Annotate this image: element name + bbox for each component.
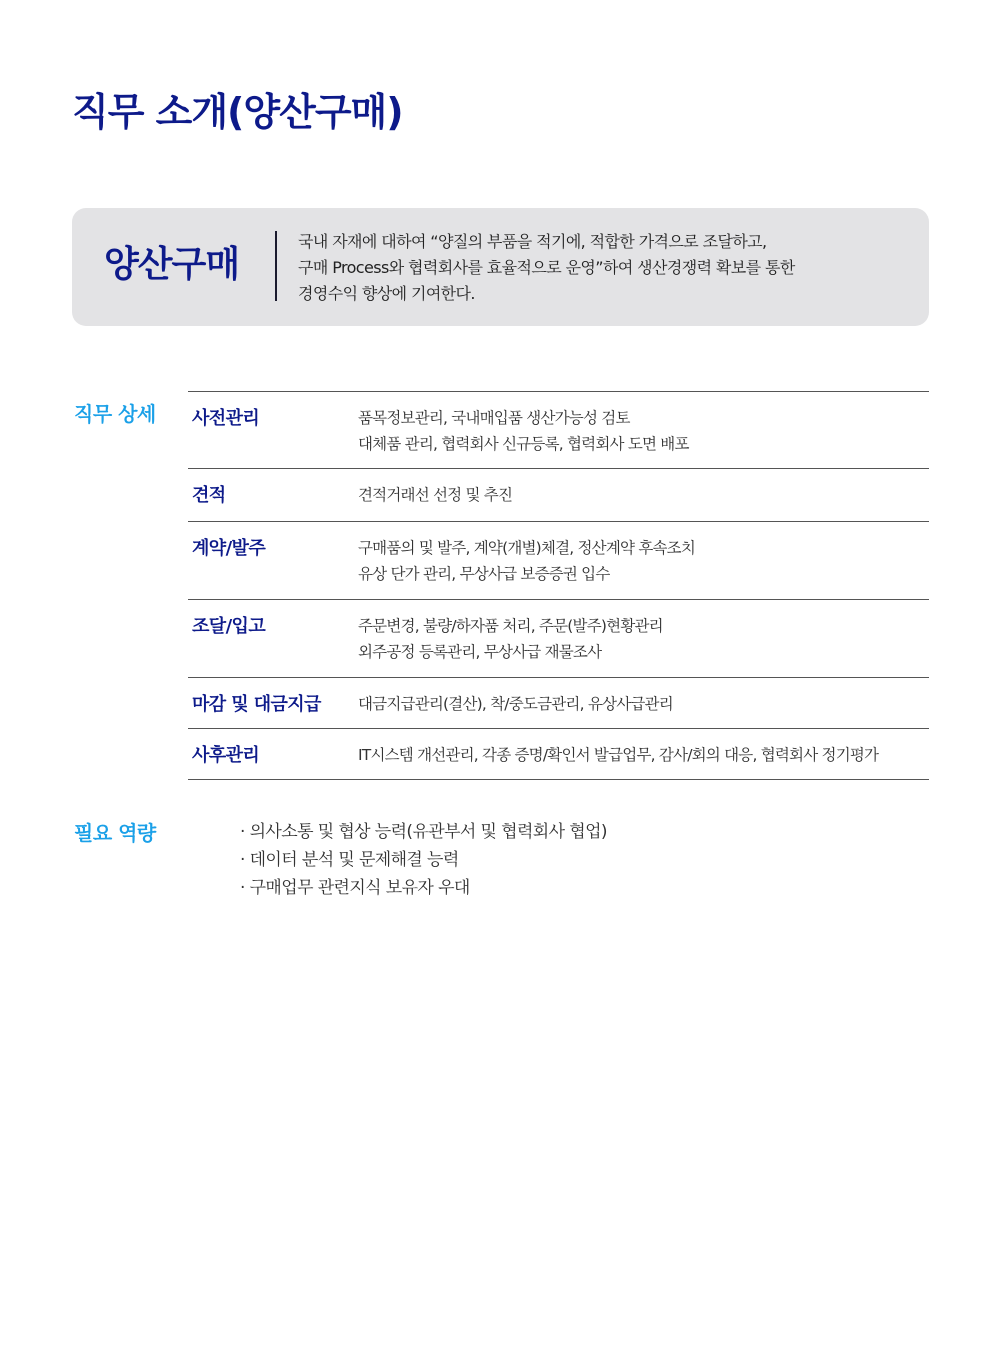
duty-row — [188, 392, 929, 469]
duty-name: 마감 및 대금지급 — [192, 694, 321, 715]
section-label-required-skills: 필요 역량 — [74, 821, 156, 845]
duty-description — [358, 613, 663, 665]
skill-item: · 구매업무 관련지식 보유자 우대 — [240, 874, 607, 902]
duty-description-line: IT시스템 개선관리, 각종 증명/확인서 발급업무, 감사/회의 대응, 협력회사 정기평가 — [358, 746, 879, 764]
duty-name: 조달/입고 — [192, 616, 266, 637]
duty-description — [358, 742, 878, 768]
duty-name: 사전관리 — [192, 408, 260, 429]
required-skills-list — [240, 818, 607, 902]
duty-row — [188, 729, 929, 780]
duty-description-line: 유상 단가 관리, 무상사급 보증증권 입수 — [358, 565, 610, 583]
duty-name: 견적 — [192, 485, 226, 506]
duty-description-line: 견적거래선 선정 및 추진 — [358, 486, 513, 504]
skill-item: · 데이터 분석 및 문제해결 능력 — [240, 846, 607, 874]
duty-description — [358, 482, 512, 508]
skill-item: · 의사소통 및 협상 능력(유관부서 및 협력회사 협업) — [240, 818, 607, 846]
duty-row — [188, 678, 929, 729]
duty-description-line: 품목정보관리, 국내매입품 생산가능성 검토 — [358, 409, 630, 427]
duty-row — [188, 522, 929, 600]
duty-name: 계약/발주 — [192, 538, 266, 559]
duty-row — [188, 600, 929, 678]
duty-name: 사후관리 — [192, 745, 260, 766]
summary-description-line: 경영수익 향상에 기여한다. — [298, 284, 475, 303]
summary-job-name: 양산구매 — [104, 244, 240, 285]
duty-description-line: 주문변경, 불량/하자품 처리, 주문(발주)현황관리 — [358, 617, 663, 635]
summary-box — [72, 208, 929, 326]
page-title: 직무 소개(양산구매) — [72, 90, 403, 134]
summary-divider — [275, 231, 277, 301]
duty-description-line: 대금지급관리(결산), 착/중도금관리, 유상사급관리 — [358, 695, 673, 713]
duty-description-line: 외주공정 등록관리, 무상사급 재물조사 — [358, 643, 602, 661]
duty-description — [358, 691, 673, 717]
summary-description-line: 구매 Process와 협력회사를 효율적으로 운영”하여 생산경쟁력 확보를 통한 — [298, 258, 795, 277]
summary-description — [298, 229, 908, 307]
duty-row — [188, 469, 929, 522]
section-label-duty-details: 직무 상세 — [74, 402, 156, 426]
duty-description — [358, 405, 689, 457]
duty-details-table — [188, 391, 929, 780]
duty-description — [358, 535, 695, 587]
duty-description-line: 구매품의 및 발주, 계약(개별)체결, 정산계약 후속조치 — [358, 539, 696, 557]
summary-description-line: 국내 자재에 대하여 “양질의 부품을 적기에, 적합한 가격으로 조달하고, — [298, 232, 767, 251]
duty-description-line: 대체품 관리, 협력회사 신규등록, 협력회사 도면 배포 — [358, 435, 689, 453]
